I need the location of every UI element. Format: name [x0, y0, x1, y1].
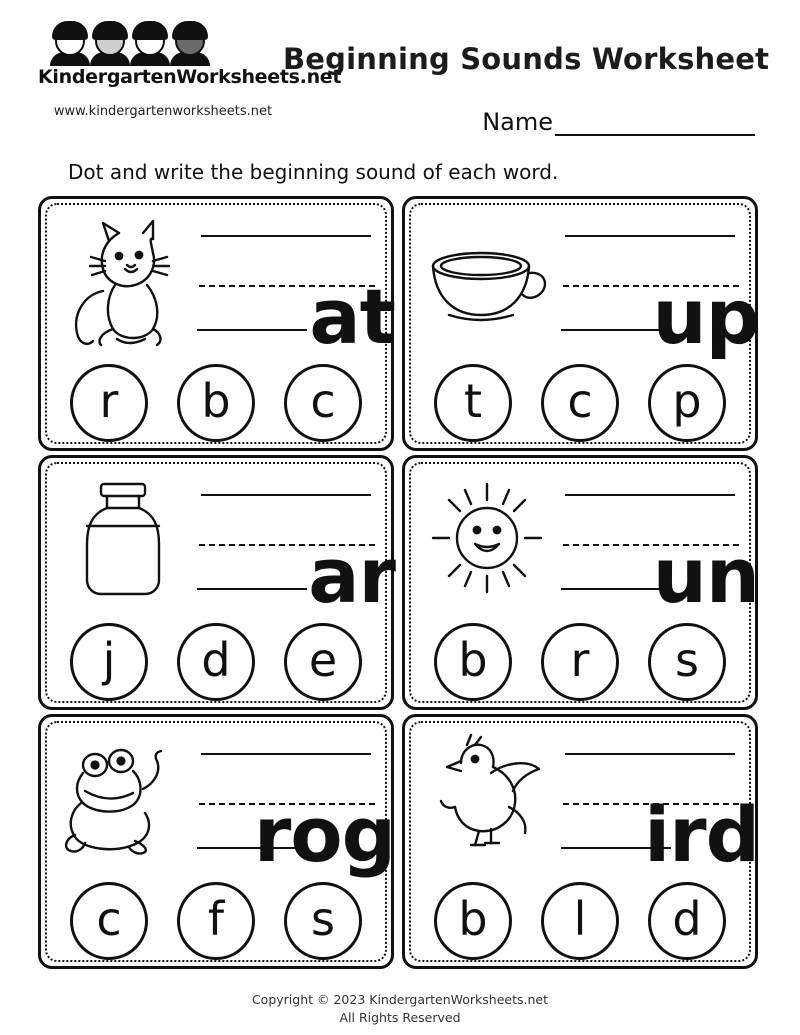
exercise-card: [402, 196, 758, 451]
word-ending: ar: [308, 531, 395, 620]
letter-choice[interactable]: c: [70, 882, 148, 960]
sun-icon: [421, 470, 553, 610]
footer: [0, 991, 800, 1027]
exercise-card: [38, 196, 394, 451]
writing-lines[interactable]: [181, 727, 395, 879]
frog-icon: [57, 729, 189, 869]
kid-figure-icon: [128, 20, 172, 64]
writing-lines[interactable]: [181, 468, 395, 620]
name-label: Name: [482, 108, 553, 136]
word-ending: rog: [253, 790, 395, 879]
letter-choice[interactable]: d: [648, 882, 726, 960]
letter-choice[interactable]: j: [70, 623, 148, 701]
letter-choice[interactable]: f: [177, 882, 255, 960]
site-url: www.kindergartenworksheets.net: [53, 104, 273, 119]
writing-lines[interactable]: [181, 209, 395, 361]
rights-text: All Rights Reserved: [339, 1009, 461, 1025]
kid-figure-icon: [48, 20, 92, 64]
letter-choice[interactable]: c: [284, 364, 362, 442]
kid-figure-icon: [168, 20, 212, 64]
page-title: Beginning Sounds Worksheet: [283, 42, 770, 76]
name-input-line[interactable]: [555, 110, 755, 136]
letter-choices: [41, 623, 391, 701]
word-ending: un: [652, 531, 759, 620]
letter-choice[interactable]: b: [434, 623, 512, 701]
letter-choice[interactable]: t: [434, 364, 512, 442]
jar-icon: [57, 470, 189, 610]
cup-icon: [421, 211, 553, 351]
letter-choice[interactable]: e: [284, 623, 362, 701]
site-logo: [38, 20, 342, 119]
letter-choice[interactable]: p: [648, 364, 726, 442]
letter-choice[interactable]: b: [434, 882, 512, 960]
writing-lines[interactable]: [545, 468, 759, 620]
exercise-grid: [38, 196, 762, 969]
letter-choices: [405, 882, 755, 960]
name-field-row: [482, 108, 755, 136]
letter-choice[interactable]: r: [541, 623, 619, 701]
instructions-text: Dot and write the beginning sound of each word.: [68, 160, 559, 184]
bird-icon: [421, 729, 553, 869]
letter-choices: [41, 882, 391, 960]
exercise-card: [402, 714, 758, 969]
word-ending: at: [309, 272, 395, 361]
kids-illustration-icon: [48, 20, 238, 64]
letter-choice[interactable]: l: [541, 882, 619, 960]
letter-choice[interactable]: s: [648, 623, 726, 701]
word-ending: up: [652, 272, 759, 361]
letter-choice[interactable]: c: [541, 364, 619, 442]
copyright-text: Copyright © 2023 KindergartenWorksheets.net: [251, 991, 549, 1007]
worksheet-header: [0, 0, 800, 184]
exercise-card: [402, 455, 758, 710]
letter-choice[interactable]: b: [177, 364, 255, 442]
kid-figure-icon: [88, 20, 132, 64]
letter-choices: [405, 364, 755, 442]
letter-choice[interactable]: s: [284, 882, 362, 960]
cat-icon: [57, 211, 189, 351]
letter-choice[interactable]: r: [70, 364, 148, 442]
writing-lines[interactable]: [545, 727, 759, 879]
exercise-card: [38, 714, 394, 969]
letter-choices: [405, 623, 755, 701]
letter-choices: [41, 364, 391, 442]
letter-choice[interactable]: d: [177, 623, 255, 701]
exercise-card: [38, 455, 394, 710]
writing-lines[interactable]: [545, 209, 759, 361]
logo-wordmark: KindergartenWorksheets.net: [38, 66, 342, 88]
word-ending: ird: [644, 790, 759, 879]
